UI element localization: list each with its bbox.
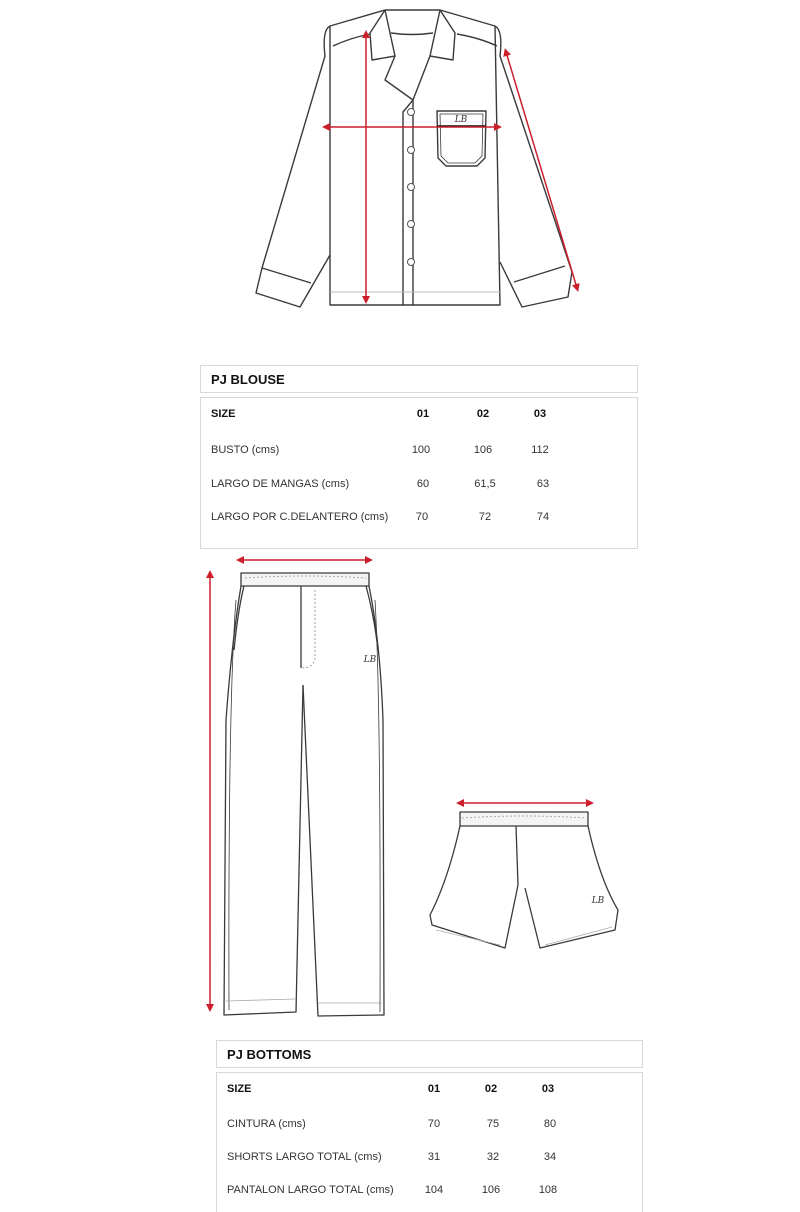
cell-value: 75 [486,1118,500,1130]
cell-value: 60 [416,478,430,490]
table-row [201,478,637,494]
bottoms-table-title [216,1040,643,1068]
size-02-header: 02 [484,1083,498,1095]
cell-value: 106 [481,1184,501,1196]
size-03-header: 03 [541,1083,555,1095]
blouse-size-table [200,397,638,549]
cell-value: 70 [415,511,429,523]
cell-value: 32 [486,1151,500,1163]
cell-value: 104 [424,1184,444,1196]
cell-value: 80 [543,1118,557,1130]
table-row [201,511,637,527]
table-row [217,1151,642,1167]
shirt-drawing [0,0,800,320]
size-header-label: SIZE [211,408,236,420]
table-header-row [201,408,637,424]
svg-text:LB: LB [363,655,377,665]
cell-value: 31 [427,1151,441,1163]
row-label: CINTURA (cms) [227,1118,306,1130]
blouse-table-title [200,365,638,393]
cell-value: 63 [536,478,550,490]
cell-value: 72 [478,511,492,523]
bottoms-size-table [216,1072,643,1212]
svg-text:LB: LB [454,115,468,125]
cell-value: 106 [473,444,493,456]
cell-value: 61,5 [474,478,496,490]
blouse-title-text: PJ BLOUSE [211,371,285,387]
table-header-row [217,1083,642,1099]
row-label: PANTALON LARGO TOTAL (cms) [227,1184,394,1196]
cell-value: 100 [411,444,431,456]
cell-value: 34 [543,1151,557,1163]
bottoms-title-text: PJ BOTTOMS [227,1046,312,1062]
size-01-header: 01 [427,1083,441,1095]
size-02-header: 02 [476,408,490,420]
size-03-header: 03 [533,408,547,420]
size-01-header: 01 [416,408,430,420]
row-label: SHORTS LARGO TOTAL (cms) [227,1151,382,1163]
table-row [217,1118,642,1134]
row-label: LARGO POR C.DELANTERO (cms) [211,511,389,523]
cell-value: 74 [536,511,550,523]
shorts-drawing [0,790,800,1050]
svg-text:LB: LB [591,896,605,906]
row-label: LARGO DE MANGAS (cms) [211,478,350,490]
cell-value: 108 [538,1184,558,1196]
table-row [201,444,637,460]
size-header-label: SIZE [227,1083,252,1095]
cell-value: 70 [427,1118,441,1130]
row-label: BUSTO (cms) [211,444,280,456]
table-row [217,1184,642,1200]
cell-value: 112 [531,444,549,456]
